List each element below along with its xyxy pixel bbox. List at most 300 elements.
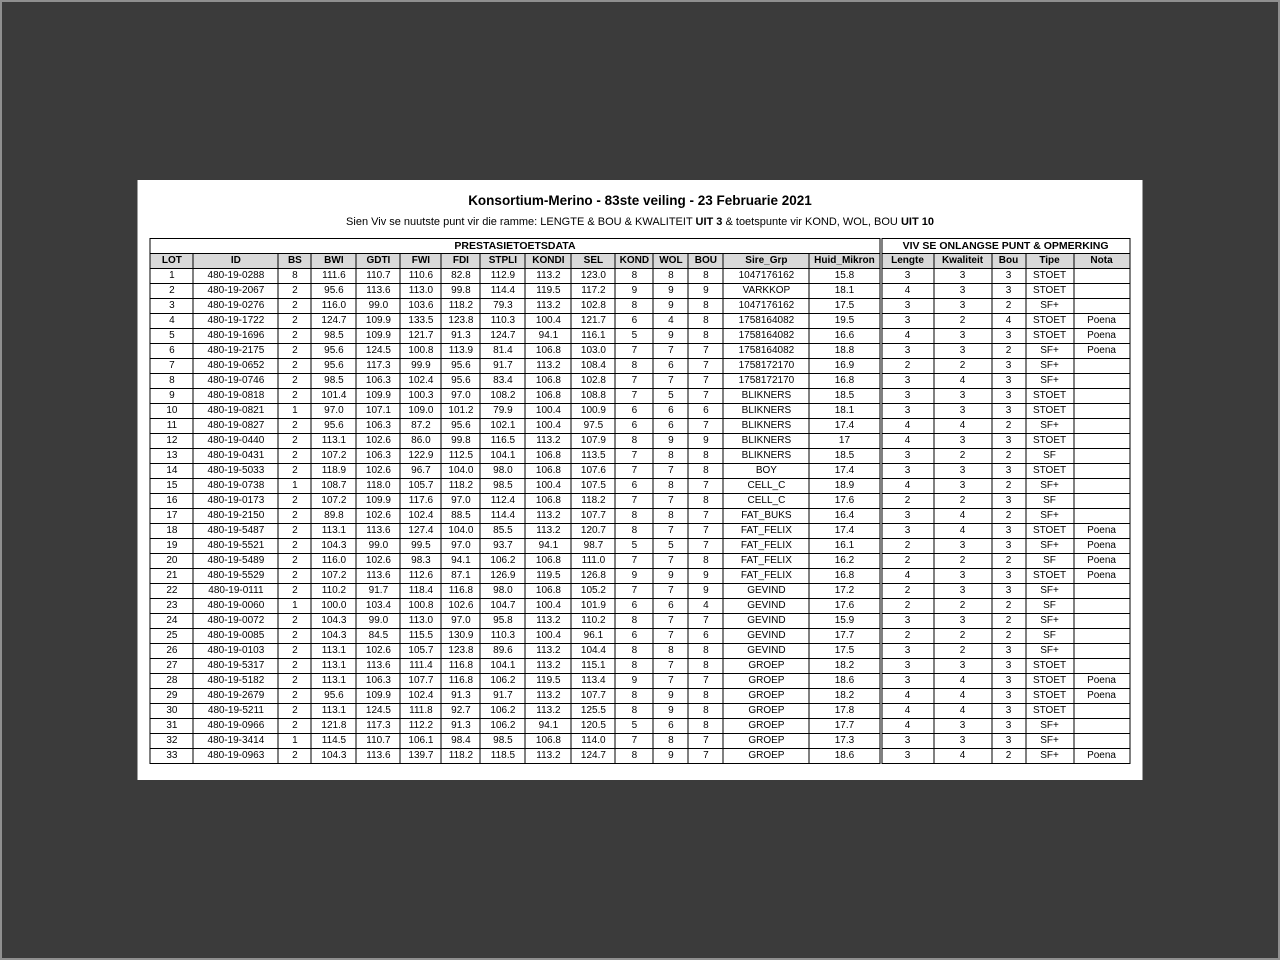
table-cell: 7 [688, 374, 723, 389]
table-cell: 7 [615, 554, 653, 569]
table-cell [1074, 419, 1130, 434]
column-header-bs: BS [278, 254, 311, 269]
table-cell: 111.6 [311, 269, 356, 284]
table-cell: 106.3 [356, 449, 400, 464]
table-cell: 480-19-3414 [193, 734, 278, 749]
table-row [150, 359, 1129, 374]
table-cell: 17.4 [809, 419, 880, 434]
table-cell: 4 [934, 749, 992, 764]
table-cell: GEVIND [723, 644, 809, 659]
table-cell: 95.6 [441, 419, 480, 434]
table-cell: 97.0 [441, 614, 480, 629]
table-cell: 480-19-0431 [193, 449, 278, 464]
table-cell: 104.3 [311, 749, 356, 764]
table-cell: 28 [150, 674, 193, 689]
table-cell: 118.0 [356, 479, 400, 494]
table-cell: SF+ [1026, 734, 1074, 749]
table-cell: 2 [278, 494, 311, 509]
table-cell: 3 [934, 539, 992, 554]
table-cell: 3 [881, 314, 934, 329]
table-cell: 95.6 [311, 419, 356, 434]
column-header-gdti: GDTI [356, 254, 400, 269]
table-cell: 6 [615, 479, 653, 494]
table-cell: STOET [1026, 659, 1074, 674]
table-cell: 86.0 [400, 434, 441, 449]
table-row [150, 554, 1129, 569]
table-cell: 105.2 [571, 584, 615, 599]
table-cell: 109.9 [356, 389, 400, 404]
table-cell: 7 [688, 509, 723, 524]
table-cell: 3 [881, 524, 934, 539]
table-cell: 113.6 [356, 749, 400, 764]
table-cell: 6 [688, 629, 723, 644]
table-cell: 116.5 [480, 434, 525, 449]
table-cell: 13 [150, 449, 193, 464]
table-cell: 9 [688, 584, 723, 599]
table-cell: 118.4 [400, 584, 441, 599]
table-cell: Poena [1074, 344, 1130, 359]
table-cell: 99.0 [356, 299, 400, 314]
table-cell: 2 [881, 584, 934, 599]
table-cell: 9 [653, 749, 688, 764]
table-cell: 111.0 [571, 554, 615, 569]
table-cell: 1047176162 [723, 269, 809, 284]
table-cell: 2 [278, 584, 311, 599]
table-cell: 124.7 [311, 314, 356, 329]
table-cell: 480-19-2679 [193, 689, 278, 704]
table-cell: 16.2 [809, 554, 880, 569]
table-cell [1074, 374, 1130, 389]
table-cell: 98.5 [311, 374, 356, 389]
table-cell: 8 [688, 464, 723, 479]
table-cell [1074, 509, 1130, 524]
table-cell: 117.3 [356, 719, 400, 734]
table-cell: 113.2 [525, 269, 571, 284]
table-cell: 2 [278, 659, 311, 674]
table-cell: 17.5 [809, 644, 880, 659]
table-cell: 101.9 [571, 599, 615, 614]
table-cell: 8 [615, 359, 653, 374]
table-cell: 7 [615, 584, 653, 599]
table-cell: 114.5 [311, 734, 356, 749]
table-cell: 7 [653, 344, 688, 359]
table-cell: 98.0 [480, 464, 525, 479]
table-cell: 17.5 [809, 299, 880, 314]
table-cell: 122.9 [400, 449, 441, 464]
table-cell: 113.1 [311, 524, 356, 539]
table-cell: 7 [653, 629, 688, 644]
table-cell: 8 [615, 299, 653, 314]
table-cell: 3 [992, 284, 1026, 299]
table-cell [1074, 659, 1130, 674]
table-cell: 113.2 [525, 644, 571, 659]
table-cell: 114.4 [480, 284, 525, 299]
table-cell: 7 [688, 479, 723, 494]
table-cell: 2 [278, 419, 311, 434]
table-cell: STOET [1026, 284, 1074, 299]
table-cell: 106.3 [356, 374, 400, 389]
column-header-wol: WOL [653, 254, 688, 269]
table-cell: 4 [934, 419, 992, 434]
table-cell: 16.1 [809, 539, 880, 554]
table-cell: 2 [934, 314, 992, 329]
table-cell: 102.4 [400, 374, 441, 389]
column-header-bou: Bou [992, 254, 1026, 269]
table-cell: 1 [278, 599, 311, 614]
table-cell: 8 [615, 614, 653, 629]
table-cell: 101.2 [441, 404, 480, 419]
table-row [150, 734, 1129, 749]
table-cell: 2 [992, 479, 1026, 494]
table-cell: 113.1 [311, 674, 356, 689]
table-cell: SF+ [1026, 479, 1074, 494]
table-cell: GROEP [723, 689, 809, 704]
table-cell: 17.8 [809, 704, 880, 719]
table-cell: 8 [615, 524, 653, 539]
table-cell: 2 [278, 299, 311, 314]
table-cell: STOET [1026, 329, 1074, 344]
table-cell: 3 [934, 434, 992, 449]
table-cell: 12 [150, 434, 193, 449]
table-cell: 480-19-0060 [193, 599, 278, 614]
table-cell: 3 [881, 269, 934, 284]
table-cell: 96.1 [571, 629, 615, 644]
table-cell: SF [1026, 449, 1074, 464]
table-cell: 106.2 [480, 704, 525, 719]
table-cell: 7 [688, 539, 723, 554]
table-row [150, 704, 1129, 719]
table-row [150, 299, 1129, 314]
table-cell: 18.1 [809, 284, 880, 299]
table-cell: 2 [934, 494, 992, 509]
table-cell: 9 [688, 569, 723, 584]
table-cell: 124.7 [480, 329, 525, 344]
table-cell: 7 [615, 494, 653, 509]
table-cell: 116.8 [441, 584, 480, 599]
table-cell: 107.1 [356, 404, 400, 419]
table-cell: 2 [992, 614, 1026, 629]
table-cell: 7 [688, 614, 723, 629]
table-cell: 8 [688, 659, 723, 674]
table-cell: 116.1 [571, 329, 615, 344]
table-cell: 7 [688, 359, 723, 374]
table-cell: 102.1 [480, 419, 525, 434]
table-cell: 113.2 [525, 659, 571, 674]
table-cell: 110.3 [480, 314, 525, 329]
table-cell: Poena [1074, 749, 1130, 764]
table-cell: 11 [150, 419, 193, 434]
table-cell: 2 [278, 509, 311, 524]
table-cell: 3 [992, 569, 1026, 584]
table-cell: 8 [688, 269, 723, 284]
table-cell: 94.1 [525, 329, 571, 344]
subtitle-segment: Sien Viv se nuutste punt vir die ramme: LENGTE & BOU & KWALITEIT [346, 216, 696, 228]
table-cell: 125.5 [571, 704, 615, 719]
table-cell: 2 [150, 284, 193, 299]
table-cell: 91.7 [356, 584, 400, 599]
table-cell: 108.7 [311, 479, 356, 494]
table-cell: 123.8 [441, 314, 480, 329]
table-cell: 6 [615, 419, 653, 434]
table-cell: 95.6 [441, 374, 480, 389]
table-cell: 87.1 [441, 569, 480, 584]
table-cell: 114.0 [571, 734, 615, 749]
table-cell: 3 [881, 509, 934, 524]
table-cell: 2 [278, 539, 311, 554]
table-cell: 480-19-5521 [193, 539, 278, 554]
table-cell: 95.8 [480, 614, 525, 629]
table-cell: 3 [881, 464, 934, 479]
table-cell: 91.7 [480, 689, 525, 704]
table-cell: 5 [615, 719, 653, 734]
table-cell: 6 [615, 629, 653, 644]
table-row [150, 434, 1129, 449]
table-cell: 7 [688, 749, 723, 764]
table-cell: 16.8 [809, 374, 880, 389]
table-cell: 21 [150, 569, 193, 584]
table-row [150, 689, 1129, 704]
table-cell: 2 [934, 629, 992, 644]
table-cell: 4 [881, 419, 934, 434]
table-cell: 98.4 [441, 734, 480, 749]
table-cell: 480-19-0072 [193, 614, 278, 629]
table-cell: GEVIND [723, 614, 809, 629]
table-cell: 97.0 [441, 389, 480, 404]
table-cell [1074, 389, 1130, 404]
table-cell: 3 [992, 719, 1026, 734]
table-cell: 95.6 [311, 689, 356, 704]
table-cell: 106.3 [356, 419, 400, 434]
table-row [150, 509, 1129, 524]
table-cell: 119.5 [525, 284, 571, 299]
table-row [150, 674, 1129, 689]
table-cell: 25 [150, 629, 193, 644]
table-cell: 81.4 [480, 344, 525, 359]
table-cell: 101.4 [311, 389, 356, 404]
table-cell: 7 [688, 344, 723, 359]
table-cell [1074, 269, 1130, 284]
table-cell: BLIKNERS [723, 449, 809, 464]
table-cell: 3 [992, 524, 1026, 539]
table-cell: 2 [278, 524, 311, 539]
table-cell: 14 [150, 464, 193, 479]
table-cell: 103.4 [356, 599, 400, 614]
table-row [150, 659, 1129, 674]
table-cell [1074, 299, 1130, 314]
table-cell: 8 [653, 644, 688, 659]
table-cell: 9 [653, 284, 688, 299]
table-cell: 7 [653, 584, 688, 599]
table-cell: 7 [615, 389, 653, 404]
table-cell: 7 [688, 674, 723, 689]
table-cell: 106.8 [525, 734, 571, 749]
table-cell: 18.6 [809, 749, 880, 764]
table-cell [1074, 719, 1130, 734]
column-header-nota: Nota [1074, 254, 1130, 269]
subtitle-segment: & toetspunte vir KOND, WOL, BOU [722, 216, 901, 228]
table-cell: GROEP [723, 734, 809, 749]
table-cell: 99.0 [356, 539, 400, 554]
table-cell: 6 [653, 719, 688, 734]
table-cell [1074, 584, 1130, 599]
table-cell: 7 [653, 554, 688, 569]
table-row [150, 539, 1129, 554]
table-cell: 480-19-0103 [193, 644, 278, 659]
table-cell: 1 [150, 269, 193, 284]
table-cell: SF+ [1026, 539, 1074, 554]
table-cell [1074, 479, 1130, 494]
table-cell: 9 [653, 434, 688, 449]
table-cell: 112.6 [400, 569, 441, 584]
table-cell: 117.2 [571, 284, 615, 299]
table-cell: 9 [653, 299, 688, 314]
table-cell: 98.5 [480, 479, 525, 494]
column-header-id: ID [193, 254, 278, 269]
table-cell: 3 [992, 539, 1026, 554]
table-cell: 8 [653, 479, 688, 494]
table-cell: 82.8 [441, 269, 480, 284]
table-cell: 480-19-0276 [193, 299, 278, 314]
table-cell: GROEP [723, 719, 809, 734]
table-row [150, 629, 1129, 644]
table-cell: 97.0 [311, 404, 356, 419]
table-cell: 19 [150, 539, 193, 554]
table-cell: 123.8 [441, 644, 480, 659]
table-cell: Poena [1074, 569, 1130, 584]
table-cell: 124.5 [356, 344, 400, 359]
table-cell: 97.5 [571, 419, 615, 434]
table-cell: 105.7 [400, 479, 441, 494]
table-row [150, 314, 1129, 329]
table-cell: 106.2 [480, 674, 525, 689]
table-cell: SF+ [1026, 344, 1074, 359]
table-row [150, 449, 1129, 464]
table-cell: 113.2 [525, 524, 571, 539]
table-cell: BLIKNERS [723, 404, 809, 419]
table-cell: 106.3 [356, 674, 400, 689]
table-cell: 3 [934, 329, 992, 344]
table-cell: STOET [1026, 704, 1074, 719]
table-cell: 3 [881, 659, 934, 674]
table-cell: 109.9 [356, 689, 400, 704]
table-cell: 116.0 [311, 554, 356, 569]
table-cell: 2 [881, 554, 934, 569]
table-cell: 3 [992, 659, 1026, 674]
table-cell: BLIKNERS [723, 419, 809, 434]
table-cell: 2 [992, 629, 1026, 644]
table-cell: 2 [992, 344, 1026, 359]
table-cell: 98.5 [480, 734, 525, 749]
table-cell: 110.7 [356, 734, 400, 749]
table-cell: 91.3 [441, 329, 480, 344]
table-cell: 102.6 [356, 554, 400, 569]
table-cell: 480-19-5211 [193, 704, 278, 719]
table-cell [1074, 464, 1130, 479]
table-cell: 2 [278, 674, 311, 689]
table-cell: SF+ [1026, 509, 1074, 524]
table-cell: 98.5 [311, 329, 356, 344]
table-cell: STOET [1026, 434, 1074, 449]
table-cell: Poena [1074, 314, 1130, 329]
table-cell: 2 [934, 554, 992, 569]
table-cell: 3 [934, 659, 992, 674]
table-cell: 3 [992, 644, 1026, 659]
table-cell: 99.8 [441, 284, 480, 299]
table-cell: 2 [278, 449, 311, 464]
table-cell: 8 [615, 434, 653, 449]
table-cell: 2 [881, 599, 934, 614]
table-cell: 100.4 [525, 599, 571, 614]
table-cell: 480-19-0827 [193, 419, 278, 434]
table-cell: 8 [278, 269, 311, 284]
table-cell [1074, 404, 1130, 419]
table-cell: 15.8 [809, 269, 880, 284]
table-cell: 113.2 [525, 509, 571, 524]
table-cell: 116.8 [441, 674, 480, 689]
table-cell: 118.5 [480, 749, 525, 764]
table-cell: SF [1026, 629, 1074, 644]
table-body [150, 269, 1129, 764]
table-cell: 2 [278, 329, 311, 344]
table-cell: 107.2 [311, 569, 356, 584]
table-cell: 2 [278, 314, 311, 329]
table-cell: 17 [150, 509, 193, 524]
table-cell: 113.2 [525, 434, 571, 449]
table-cell: 95.6 [311, 359, 356, 374]
table-cell: 2 [992, 554, 1026, 569]
table-cell: 107.6 [571, 464, 615, 479]
table-cell [1074, 434, 1130, 449]
table-cell: 4 [881, 569, 934, 584]
table-cell: Poena [1074, 554, 1130, 569]
table-cell: 10 [150, 404, 193, 419]
table-cell: 2 [278, 629, 311, 644]
table-cell: 111.8 [400, 704, 441, 719]
table-cell: 106.8 [525, 464, 571, 479]
table-cell: 3 [881, 344, 934, 359]
table-cell: 480-19-0818 [193, 389, 278, 404]
table-cell: 93.7 [480, 539, 525, 554]
table-cell: 104.7 [480, 599, 525, 614]
column-header-lot: LOT [150, 254, 193, 269]
table-cell: 480-19-1696 [193, 329, 278, 344]
table-cell: 100.4 [525, 419, 571, 434]
table-cell: 79.3 [480, 299, 525, 314]
table-cell: SF [1026, 554, 1074, 569]
table-cell: 4 [150, 314, 193, 329]
table-cell: 116.0 [311, 299, 356, 314]
table-cell: 8 [615, 644, 653, 659]
table-cell: 8 [150, 374, 193, 389]
table-cell: 3 [992, 704, 1026, 719]
table-cell: 17.7 [809, 719, 880, 734]
table-cell: 16.8 [809, 569, 880, 584]
table-cell: 17.7 [809, 629, 880, 644]
table-cell: 2 [278, 749, 311, 764]
table-cell: 2 [278, 554, 311, 569]
table-cell: 120.7 [571, 524, 615, 539]
table-cell: 27 [150, 659, 193, 674]
table-cell: 17.4 [809, 464, 880, 479]
table-cell: 121.8 [311, 719, 356, 734]
table-row [150, 719, 1129, 734]
table-cell: 1758172170 [723, 374, 809, 389]
table-cell: 108.8 [571, 389, 615, 404]
table-cell: FAT_FELIX [723, 524, 809, 539]
column-header-sel: SEL [571, 254, 615, 269]
table-cell: 17.6 [809, 494, 880, 509]
table-cell: 2 [992, 749, 1026, 764]
